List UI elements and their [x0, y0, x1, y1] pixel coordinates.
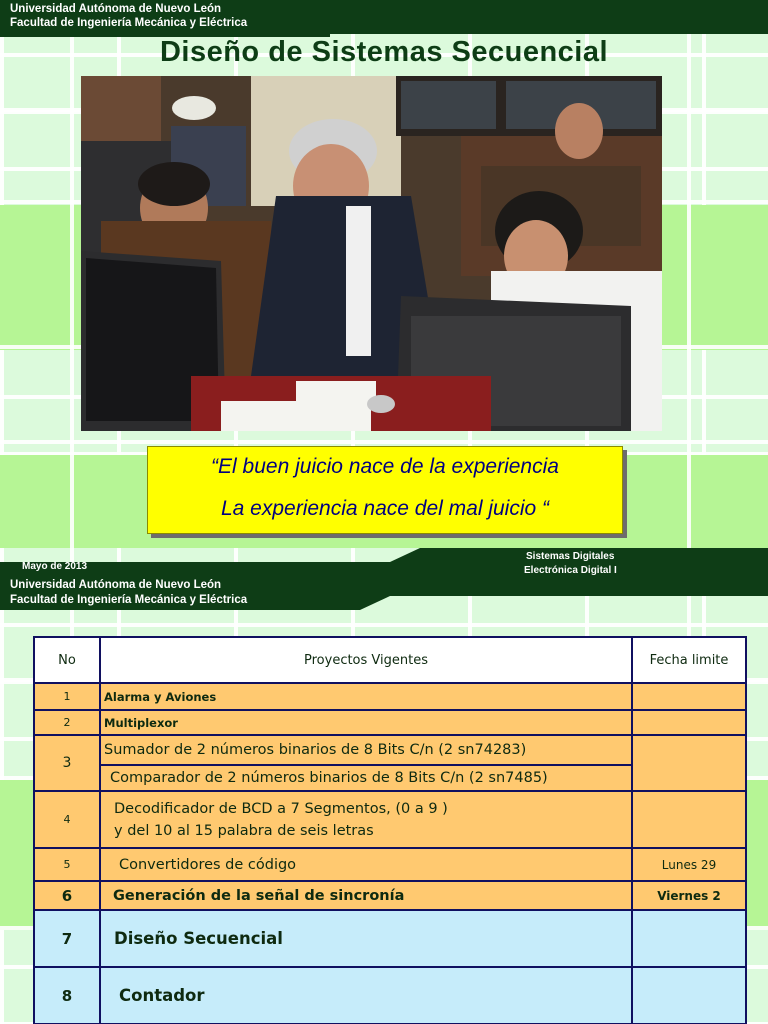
- quote-box: [147, 446, 623, 534]
- projects-table: [33, 636, 747, 1024]
- column-header-no: No: [34, 637, 100, 683]
- table-row: [34, 735, 746, 765]
- due-date: [632, 710, 746, 735]
- due-date: [632, 683, 746, 710]
- due-date: [632, 735, 746, 791]
- slide-title: Diseño de Sistemas Secuencial: [159, 36, 609, 68]
- due-date: [632, 791, 746, 848]
- university-name: Universidad Autónoma de Nuevo León: [10, 579, 222, 591]
- project-name: Diseño Secuencial: [100, 910, 632, 967]
- row-number: 3: [34, 735, 100, 791]
- row-number: 1: [34, 683, 100, 710]
- project-name: Alarma y Aviones: [100, 683, 632, 710]
- column-header-projects: Proyectos Vigentes: [100, 637, 632, 683]
- project-name: Convertidores de código: [100, 848, 632, 881]
- slide-header-banner: [0, 548, 768, 610]
- row-number: 6: [34, 881, 100, 910]
- university-name: Universidad Autónoma de Nuevo León: [10, 3, 222, 15]
- table-row: [34, 910, 746, 967]
- date-label: Mayo de 2013: [22, 561, 88, 572]
- quote-line-2: La experiencia nace del mal juicio “: [220, 497, 549, 520]
- row-number: 8: [34, 967, 100, 1024]
- due-date: [632, 910, 746, 967]
- project-name: Multiplexor: [100, 710, 632, 735]
- due-date: [632, 967, 746, 1024]
- grid-line: [687, 0, 691, 548]
- row-number: 7: [34, 910, 100, 967]
- table-row: [34, 881, 746, 910]
- faculty-name: Facultad de Ingeniería Mecánica y Eléctrica: [10, 594, 248, 606]
- row-number: 2: [34, 710, 100, 735]
- row-number: 4: [34, 791, 100, 848]
- project-name: [100, 791, 632, 848]
- row-number: 5: [34, 848, 100, 881]
- project-name: Sumador de 2 números binarios de 8 Bits C/n (2 sn74283): [100, 735, 632, 765]
- table-row: [34, 967, 746, 1024]
- project-line: y del 10 al 15 palabra de seis letras: [114, 822, 374, 839]
- project-name: Comparador de 2 números binarios de 8 Bits C/n (2 sn7485): [100, 765, 632, 791]
- table-row: [34, 683, 746, 710]
- faculty-name: Facultad de Ingeniería Mecánica y Eléctrica: [10, 17, 248, 29]
- course-name: Sistemas Digitales: [526, 551, 615, 562]
- table-header-row: [34, 637, 746, 683]
- classroom-photo: [81, 76, 662, 431]
- due-date: Viernes 2: [632, 881, 746, 910]
- table-row: [34, 710, 746, 735]
- grid-line: [70, 0, 74, 548]
- slide-2: [0, 548, 768, 1024]
- table-row: [34, 848, 746, 881]
- classroom-photo-illustration: [81, 76, 662, 431]
- quote-line-1: “El buen juicio nace de la experiencia: [211, 455, 559, 478]
- university-header: [0, 0, 768, 34]
- column-header-date: Fecha limite: [632, 637, 746, 683]
- project-line: Decodificador de BCD a 7 Segmentos, (0 a 9 ): [114, 800, 448, 817]
- course-subname: Electrónica Digital I: [524, 565, 617, 576]
- grid-line: [0, 440, 768, 444]
- due-date: Lunes 29: [632, 848, 746, 881]
- table-row: [34, 791, 746, 848]
- project-name: Contador: [100, 967, 632, 1024]
- project-name: Generación de la señal de sincronía: [100, 881, 632, 910]
